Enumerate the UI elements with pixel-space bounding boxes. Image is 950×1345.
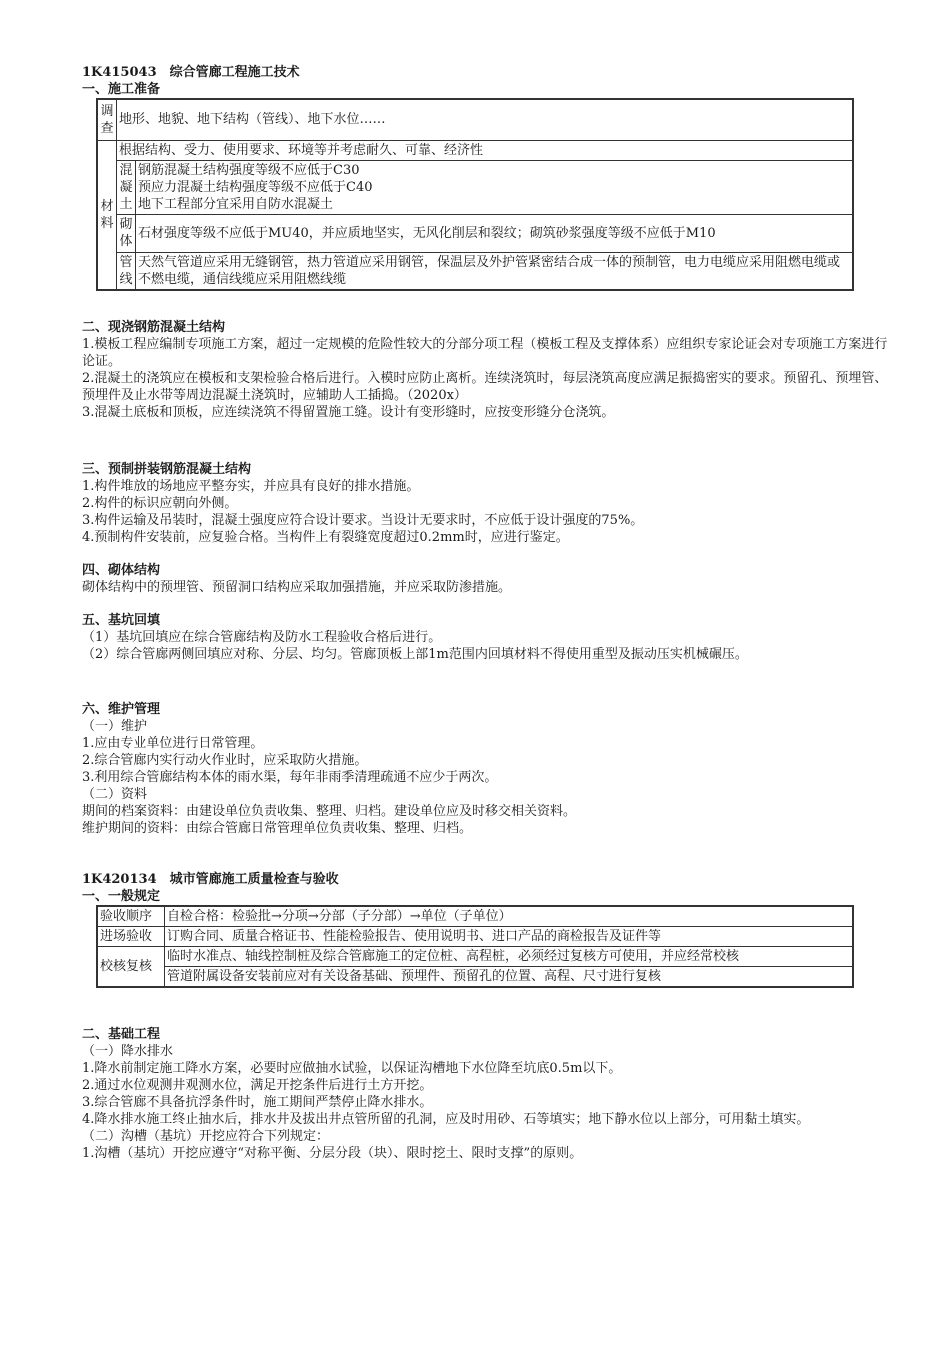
pipe-label: 管线	[117, 252, 136, 290]
concrete-line: 地下工程部分宜采用自防水混凝土	[138, 196, 334, 212]
subheading: （一）维护	[82, 718, 148, 734]
paragraph: 1.沟槽（基坑）开挖应遵守“对称平衡、分层分段（块）、限时挖土、限时支撑”的原则。	[82, 1145, 583, 1161]
document-page	[82, 64, 894, 1162]
masonry-text: 石材强度等级不应低于MU40，并应质地坚实，无风化削层和裂纹；砌筑砂浆强度等级不应低于M10	[136, 214, 854, 252]
concrete-line: 预应力混凝土结构强度等级不应低于C40	[138, 179, 373, 195]
paragraph: 2.通过水位观测井观测水位，满足开挖条件后进行土方开挖。	[82, 1077, 433, 1093]
paragraph: （2）综合管廊两侧回填应对称、分层、均匀。管廊顶板上部1m范围内回填材料不得使用重型及振动压实机械碾压。	[82, 646, 748, 662]
paragraph: 2.构件的标识应朝向外侧。	[82, 495, 238, 511]
heading-backfill: 五、基坑回填	[82, 612, 161, 628]
paragraph: 3.混凝土底板和顶板，应连续浇筑不得留置施工缝。设计有变形缝时，应按变形缝分仓浇筑。	[82, 404, 615, 420]
paragraph: 期间的档案资料：由建设单位负责收集、整理、归档。建设单位应及时移交相关资料。	[82, 803, 577, 819]
paragraph: 砌体结构中的预埋管、预留洞口结构应采取加强措施，并应采取防渗措施。	[82, 579, 512, 595]
paragraph: 1.构件堆放的场地应平整夯实，并应具有良好的排水措施。	[82, 478, 420, 494]
heading-precast: 三、预制拼装钢筋混凝土结构	[82, 461, 252, 477]
paragraph: 3.构件运输及吊装时，混凝土强度应符合设计要求。当设计无要求时，不应低于设计强度的75%。	[82, 512, 644, 528]
heading-foundation: 二、基础工程	[82, 1026, 161, 1042]
paragraph: 1.模板工程应编制专项施工方案，超过一定规模的危险性较大的分部分项工程（模板工程及支撑体系）应组织专家论证会对专项施工方案进行论证。	[82, 336, 888, 369]
paragraph: 1.降水前制定施工降水方案，必要时应做抽水试验，以保证沟槽地下水位降至坑底0.5m以下。	[82, 1060, 622, 1076]
prep-table	[96, 98, 854, 291]
heading-cast: 二、现浇钢筋混凝土结构	[82, 319, 226, 335]
paragraph: 1.应由专业单位进行日常管理。	[82, 735, 264, 751]
acceptance-text: 临时水准点、轴线控制桩及综合管廊施工的定位桩、高程桩，必须经过复核方可使用，并应经常校核	[165, 946, 854, 966]
concrete-line: 钢筋混凝土结构强度等级不应低于C30	[138, 162, 360, 178]
acceptance-label: 进场验收	[97, 926, 165, 946]
subheading: （一）降水排水	[82, 1043, 174, 1059]
paragraph: 3.综合管廊不具备抗浮条件时，施工期间严禁停止降水排水。	[82, 1094, 433, 1110]
heading-maintenance: 六、维护管理	[82, 701, 161, 717]
acceptance-text: 订购合同、质量合格证书、性能检验报告、使用说明书、进口产品的商检报告及证件等	[165, 926, 854, 946]
subheading: （二）资料	[82, 786, 148, 802]
acceptance-text: 管道附属设备安装前应对有关设备基础、预埋件、预留孔的位置、高程、尺寸进行复核	[165, 966, 854, 987]
survey-text: 地形、地貌、地下结构（管线）、地下水位……	[117, 99, 854, 140]
paragraph: 2.混凝土的浇筑应在模板和支架检验合格后进行。入模时应防止离析。连续浇筑时，每层浇筑高度应满足振捣密实的要求。预留孔、预埋管、预埋件及止水带等周边混凝土浇筑时，应辅助人工插捣。（2020x）	[82, 370, 888, 403]
section-title: 1K415043 综合管廊工程施工技术	[82, 65, 300, 80]
heading-masonry: 四、砌体结构	[82, 562, 161, 578]
heading-general: 一、一般规定	[82, 888, 161, 904]
paragraph: 3.利用综合管廊结构本体的雨水渠，每年非雨季清理疏通不应少于两次。	[82, 769, 498, 785]
paragraph: 2.综合管廊内实行动火作业时，应采取防火措施。	[82, 752, 368, 768]
section-title: 1K420134 城市管廊施工质量检查与验收	[82, 871, 339, 887]
paragraph: 4.预制构件安装前，应复验合格。当构件上有裂缝宽度超过0.2mm时，应进行鉴定。	[82, 529, 569, 545]
concrete-lines	[136, 160, 854, 214]
acceptance-table	[96, 905, 854, 988]
masonry-label: 砌体	[117, 214, 136, 252]
material-label: 材料	[97, 140, 117, 290]
paragraph: （1）基坑回填应在综合管廊结构及防水工程验收合格后进行。	[82, 629, 442, 645]
acceptance-label: 验收顺序	[97, 906, 165, 927]
heading-prep: 一、施工准备	[82, 82, 161, 97]
subheading: （二）沟槽（基坑）开挖应符合下列规定：	[82, 1128, 330, 1144]
pipe-text: 天然气管道应采用无缝钢管，热力管道应采用钢管，保温层及外护管紧密结合成一体的预制管，电力电缆应采用阻燃电缆或不燃电缆，通信线缆应采用阻燃线缆	[136, 252, 854, 290]
paragraph: 4.降水排水施工终止抽水后，排水井及拔出井点管所留的孔洞，应及时用砂、石等填实；地下静水位以上部分，可用黏土填实。	[82, 1111, 810, 1127]
survey-label: 调查	[97, 99, 117, 140]
material-general: 根据结构、受力、使用要求、环境等并考虑耐久、可靠、经济性	[117, 140, 854, 160]
paragraph: 维护期间的资料：由综合管廊日常管理单位负责收集、整理、归档。	[82, 820, 473, 836]
acceptance-label: 校核复核	[97, 946, 165, 987]
acceptance-text: 自检合格：检验批→分项→分部（子分部）→单位（子单位）	[165, 906, 854, 927]
concrete-label: 混凝土	[117, 160, 136, 214]
